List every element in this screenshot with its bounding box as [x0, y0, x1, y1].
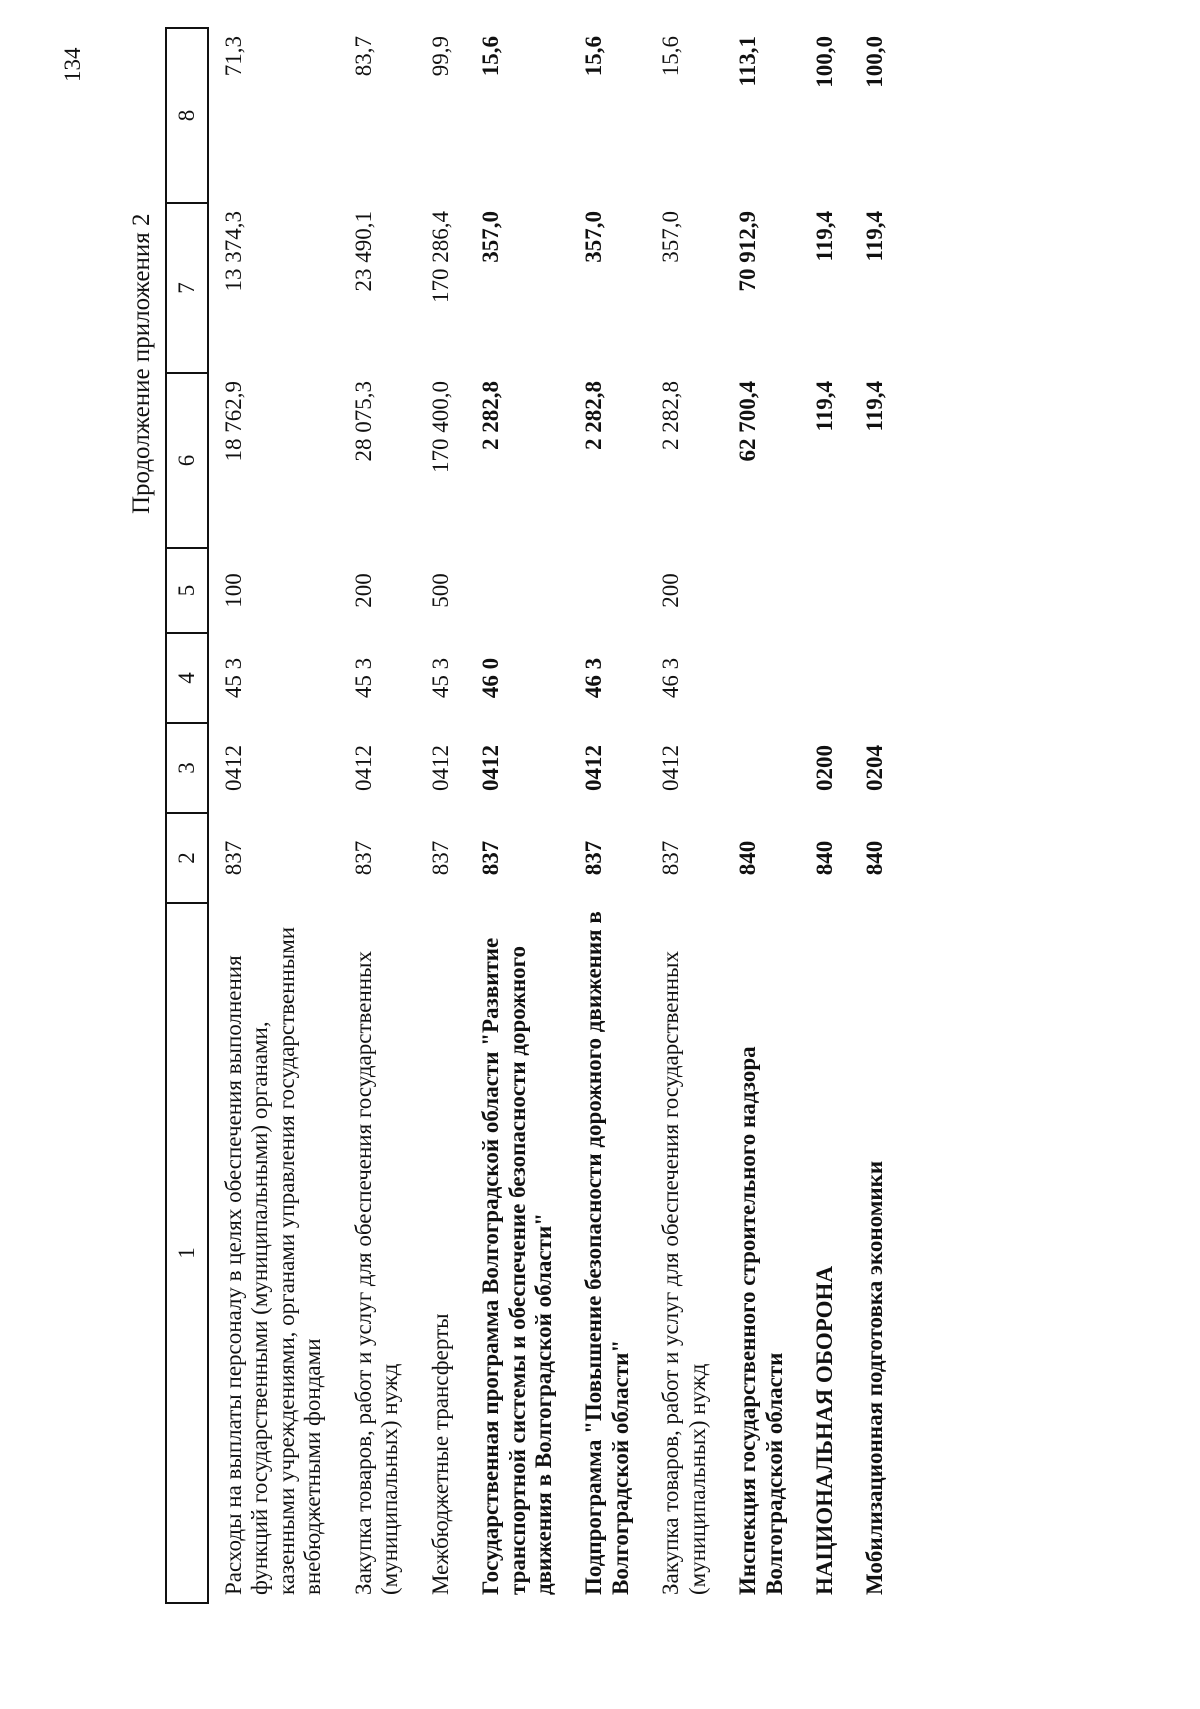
row-name-cell: НАЦИОНАЛЬНАЯ ОБОРОНА [812, 1265, 837, 1595]
row-col5-cell [723, 548, 800, 633]
row-col6-cell: 170 400,0 [427, 381, 453, 473]
table-row [339, 28, 416, 1603]
row-col7-cell: 357,0 [581, 211, 607, 263]
row-col3-cell: 0412 [581, 745, 607, 791]
table-body [208, 28, 901, 1603]
header-col-3: 3 [166, 723, 208, 813]
row-col2-cell: 837 [478, 840, 504, 876]
row-col2-cell: 840 [735, 840, 761, 876]
row-col4-cell: 45 3 [427, 657, 453, 699]
row-col6-cell: 119,4 [862, 381, 888, 432]
row-col7-cell: 23 490,1 [350, 211, 376, 292]
row-col8-cell: 71,3 [221, 36, 246, 77]
table-row [800, 28, 850, 1603]
row-name-cell: Расходы на выплаты персоналу в целях обеспечения выполнения функций государственными (муниципальными) органами, казенными учреждениями, органами управления государственными внебюджетными фондами [221, 926, 326, 1595]
row-col3-cell: 0412 [221, 745, 246, 791]
row-col5-cell: 500 [427, 573, 453, 608]
row-col7-cell: 13 374,3 [221, 211, 246, 292]
row-col6-cell: 18 762,9 [221, 381, 246, 462]
row-col2-cell: 840 [812, 840, 837, 876]
row-col6-cell: 62 700,4 [735, 381, 761, 462]
row-col5-cell [800, 548, 850, 633]
row-col3-cell: 0200 [812, 745, 837, 791]
header-col-1: 1 [166, 903, 208, 1603]
row-name-cell: Государственная программа Волгоградской области "Развитие транспортной системы и обеспечение безопасности дорожного движения в Волгоградской области" [478, 937, 556, 1595]
row-name-cell: Закупка товаров, работ и услуг для обеспечения государственных (муниципальных) нужд [658, 950, 710, 1595]
row-col5-cell: 200 [350, 573, 376, 608]
row-col2-cell: 837 [581, 840, 607, 876]
row-col3-cell: 0204 [862, 745, 888, 791]
row-col7-cell: 357,0 [658, 211, 684, 263]
row-col3-cell: 0412 [478, 745, 504, 791]
row-col3-cell [723, 723, 800, 813]
table-row [850, 28, 900, 1603]
budget-table [165, 27, 901, 1604]
row-col5-cell: 200 [658, 573, 684, 608]
header-col-7: 7 [166, 203, 208, 373]
table-row [208, 28, 339, 1603]
page-number: 134 [60, 47, 85, 82]
row-col3-cell: 0412 [658, 745, 684, 791]
row-col7-cell: 170 286,4 [427, 211, 453, 303]
row-col6-cell: 2 282,8 [658, 381, 684, 450]
row-col2-cell: 837 [427, 840, 453, 876]
row-col8-cell: 15,6 [581, 36, 607, 77]
row-col4-cell: 46 3 [658, 657, 684, 699]
row-col3-cell: 0412 [350, 745, 376, 791]
header-col-8: 8 [166, 28, 208, 203]
row-col7-cell: 119,4 [862, 211, 888, 262]
appendix-caption: Продолжение приложения 2 [128, 213, 155, 514]
row-col8-cell: 100,0 [862, 36, 888, 88]
row-col4-cell [723, 633, 800, 723]
table-header-row [166, 28, 208, 1603]
row-col5-cell [466, 548, 569, 633]
row-name-cell: Межбюджетные трансферты [427, 1313, 453, 1595]
row-col4-cell: 46 3 [581, 657, 607, 699]
row-name-cell: Мобилизационная подготовка экономики [862, 1160, 888, 1595]
row-col5-cell [850, 548, 900, 633]
row-col2-cell: 837 [221, 840, 246, 876]
row-col4-cell [850, 633, 900, 723]
table-row [466, 28, 569, 1603]
header-col-2: 2 [166, 813, 208, 903]
row-col6-cell: 2 282,8 [478, 381, 504, 450]
row-col4-cell: 46 0 [478, 657, 504, 699]
row-col7-cell: 119,4 [812, 211, 837, 262]
header-col-5: 5 [166, 548, 208, 633]
row-col8-cell: 99,9 [427, 36, 453, 77]
row-col2-cell: 837 [350, 840, 376, 876]
table-row [416, 28, 466, 1603]
row-col7-cell: 357,0 [478, 211, 504, 263]
row-col4-cell [800, 633, 850, 723]
row-col8-cell: 15,6 [658, 36, 684, 77]
row-col7-cell: 70 912,9 [735, 211, 761, 292]
row-col6-cell: 28 075,3 [350, 381, 376, 462]
table-row [646, 28, 723, 1603]
table-row [723, 28, 800, 1603]
row-col8-cell: 113,1 [735, 36, 761, 87]
row-col2-cell: 837 [658, 840, 684, 876]
row-col4-cell: 45 3 [221, 657, 246, 699]
row-col5-cell [569, 548, 646, 633]
row-col2-cell: 840 [862, 840, 888, 876]
header-col-4: 4 [166, 633, 208, 723]
row-col4-cell: 45 3 [350, 657, 376, 699]
row-name-cell: Закупка товаров, работ и услуг для обеспечения государственных (муниципальных) нужд [350, 950, 403, 1595]
row-col6-cell: 119,4 [812, 381, 837, 432]
table-row [569, 28, 646, 1603]
row-col6-cell: 2 282,8 [581, 381, 607, 450]
row-name-cell: Подпрограмма "Повышение безопасности дорожного движения в Волгоградской области" [581, 911, 633, 1595]
header-col-6: 6 [166, 373, 208, 548]
row-col8-cell: 100,0 [812, 36, 837, 88]
row-col8-cell: 83,7 [350, 36, 376, 77]
row-col3-cell: 0412 [427, 745, 453, 791]
row-name-cell: Инспекция государственного строительного надзора Волгоградской области [735, 1046, 787, 1595]
row-col5-cell: 100 [221, 573, 246, 608]
row-col8-cell: 15,6 [478, 36, 504, 77]
